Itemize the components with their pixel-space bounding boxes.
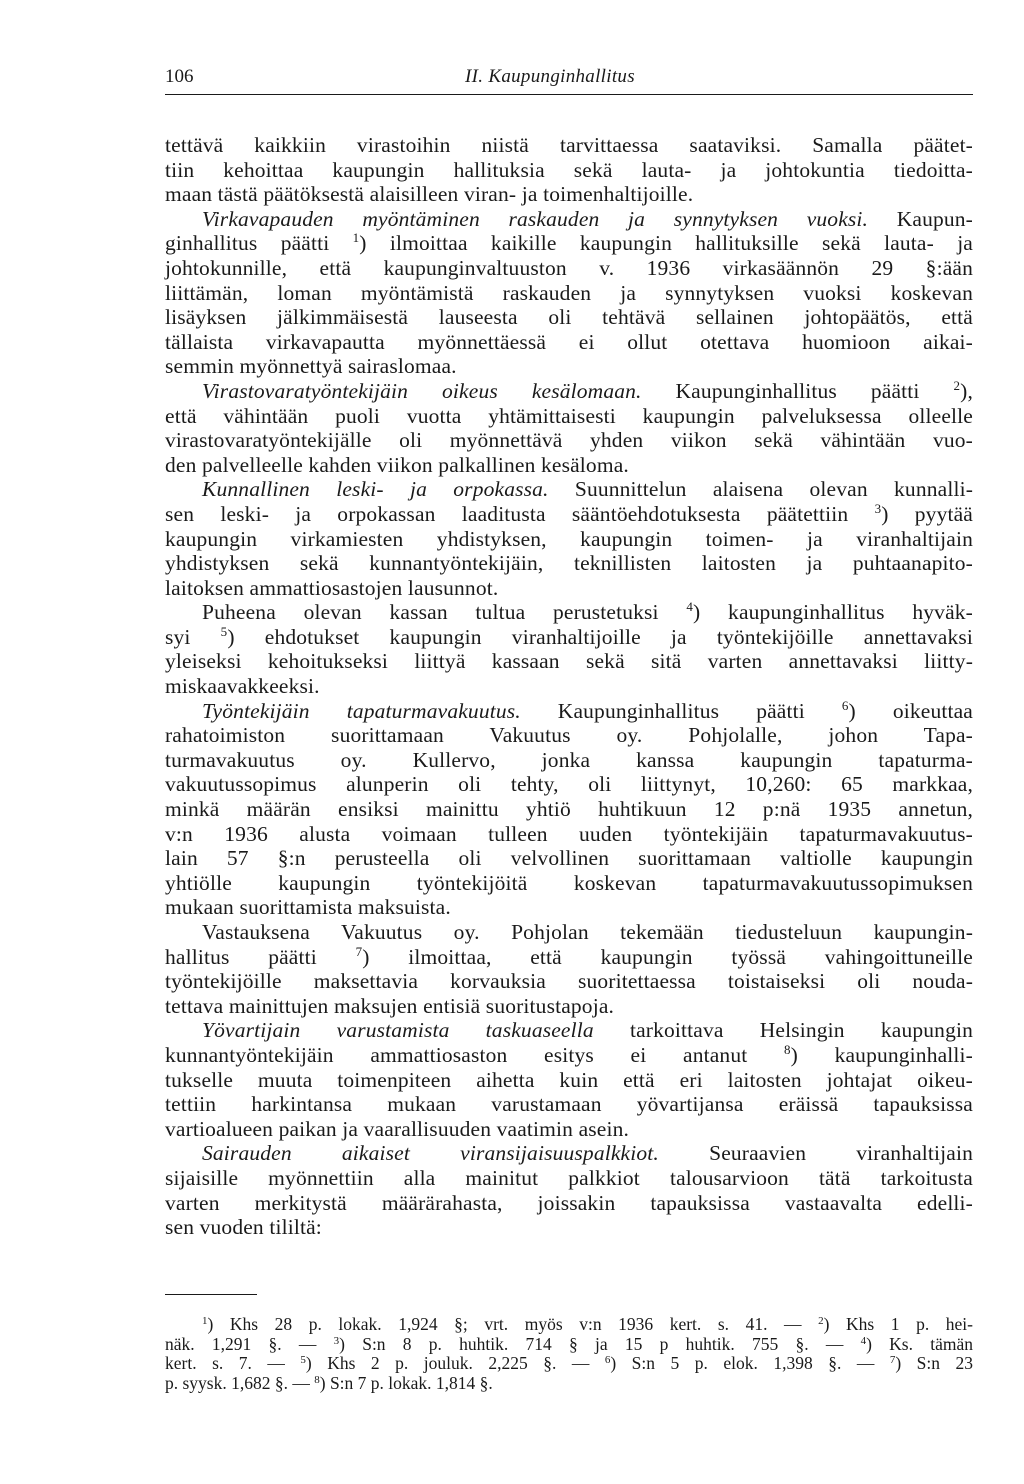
- text-run: kaupungin virkamiesten yhdistyksen, kaupungin toimen- ja viranhaltijain: [165, 526, 973, 551]
- text-run: rahatoimiston suorittamaan Vakuutus oy. Pohjolalle, johon Tapa-: [165, 723, 973, 748]
- footnote-line: [165, 1315, 973, 1335]
- text-line: [165, 969, 973, 994]
- text-line: [165, 920, 973, 945]
- footnote-marker: 6: [841, 697, 849, 713]
- text-line: [165, 428, 973, 453]
- text-run: johtokunnille, että kaupunginvaltuuston v. 1936 virkasäännön 29 §:ään: [165, 255, 973, 280]
- footnote-marker: 1: [352, 230, 360, 246]
- text-line: [165, 502, 973, 527]
- text-run: syi: [165, 624, 221, 649]
- text-line: [165, 723, 973, 748]
- section-heading: Yövartijain varustamista taskuaseella: [202, 1018, 594, 1043]
- text-line: [165, 354, 973, 379]
- text-line: [165, 379, 973, 404]
- text-run: sen leski- ja orpokassan laaditusta sääntöehdotuksesta päätettiin: [165, 501, 875, 526]
- text-run: Kaupun-: [868, 206, 973, 231]
- text-run: yhtiölle kaupungin työntekijöitä koskevan tapaturmavakuutussopimuksen: [165, 870, 973, 895]
- text-run: yhdistyksen sekä kunnantyöntekijäin, teknillisten laitosten ja puhtaanapito-: [165, 551, 973, 576]
- section-heading: Työntekijäin tapaturmavakuutus.: [202, 698, 521, 723]
- footnote-line: [165, 1374, 973, 1394]
- text-run: sijaisille myönnettiin alla mainitut palkkiot talousarvioon tätä tarkoitusta: [165, 1165, 973, 1190]
- text-run: ) oikeuttaa: [848, 698, 973, 723]
- text-run: turmavakuutus oy. Kullervo, jonka kanssa kaupungin tapaturma-: [165, 747, 973, 772]
- text-line: [165, 649, 973, 674]
- body-text: [165, 133, 973, 1240]
- text-run: ) kaupunginhallitus hyväk-: [693, 600, 973, 625]
- footnote-marker: 6: [604, 1354, 611, 1367]
- text-run: Kaupunginhallitus päätti: [641, 378, 954, 403]
- footnote-marker: 7: [889, 1354, 896, 1367]
- text-line: [165, 748, 973, 773]
- text-run: lisäyksen jälkimmäisestä lauseesta oli tehtävä sellainen johtopäätös, että: [165, 305, 973, 330]
- footnote-marker: 4: [686, 599, 694, 615]
- text-line: [165, 1068, 973, 1093]
- text-line: [165, 1215, 973, 1240]
- text-run: ),: [960, 378, 973, 403]
- text-run: työntekijöille maksettavia korvauksia suoritettaessa toistaiseksi oli nouda-: [165, 969, 973, 994]
- text-run: kunnantyöntekijäin ammattiosaston esitys ei antanut: [165, 1042, 784, 1067]
- text-line: [165, 207, 973, 232]
- text-line: [165, 625, 973, 650]
- text-run: ) kaupunginhalli-: [790, 1042, 973, 1067]
- text-run: ) Khs 28 p. lokak. 1,924 §; vrt. myös v:n 1936 kert. s. 41. —: [207, 1313, 819, 1334]
- footnote-marker: 2: [818, 1314, 824, 1327]
- text-run: laitoksen ammattiosastojen lausunnot.: [165, 575, 499, 600]
- text-run: semmin myönnettyä sairaslomaa.: [165, 354, 457, 379]
- text-line: [165, 1092, 973, 1117]
- text-run: hallitus päätti: [165, 944, 356, 969]
- text-line: [165, 674, 973, 699]
- text-line: [165, 895, 973, 920]
- text-line: [165, 453, 973, 478]
- text-run: p. syysk. 1,682 §. —: [165, 1373, 315, 1394]
- text-line: [165, 822, 973, 847]
- footnote-marker: 8: [783, 1041, 791, 1057]
- text-line: [165, 527, 973, 552]
- footnote-marker: 3: [874, 500, 882, 516]
- text-run: ) Khs 1 p. hei-: [823, 1313, 973, 1334]
- text-run: vartioalueen paikan ja vaarallisuuden vaatimin asein.: [165, 1116, 630, 1141]
- text-run: ) S:n 8 p. huhtik. 714 § ja 15 p huhtik. 755 §. —: [339, 1333, 861, 1354]
- text-run: sen vuoden tililtä:: [165, 1215, 322, 1240]
- footnote-marker: 4: [860, 1334, 867, 1347]
- text-run: maan tästä päätöksestä alaisilleen viran- ja toimenhaltijoille.: [165, 182, 694, 207]
- section-heading: Sairauden aikaiset viransijaisuuspalkkiot.: [202, 1141, 659, 1166]
- text-run: ) S:n 7 p. lokak. 1,814 §.: [319, 1373, 493, 1394]
- footnote-marker: 3: [333, 1334, 340, 1347]
- text-line: [165, 1043, 973, 1068]
- text-line: [165, 846, 973, 871]
- text-run: ) Ks. tämän: [866, 1333, 973, 1354]
- footnote-marker: 5: [300, 1354, 306, 1367]
- text-run: den palvelleelle kahden viikon palkallinen kesäloma.: [165, 452, 629, 477]
- text-run: yleiseksi kehoitukseksi liittyä kassaan sekä sitä varten annettavaksi liitty-: [165, 649, 973, 674]
- text-line: [165, 945, 973, 970]
- text-run: ) ehdotukset kaupungin viranhaltijoille ja työntekijöille annettavaksi: [227, 624, 973, 649]
- text-run: lain 57 §:n perusteella oli velvollinen suorittamaan valtiolle kaupungin: [165, 846, 973, 871]
- text-line: [165, 330, 973, 355]
- text-run: ) pyytää: [881, 501, 973, 526]
- text-run: ) ilmoittaa, että kaupungin työssä vahingoittuneille: [362, 944, 973, 969]
- footnote-marker: 7: [355, 943, 363, 959]
- page-number: 106: [165, 66, 194, 87]
- text-line: [165, 1018, 973, 1043]
- text-run: Suunnittelun alaisena olevan kunnalli-: [548, 477, 973, 502]
- text-run: näk. 1,291 §. —: [165, 1333, 334, 1354]
- text-run: tarkoittava Helsingin kaupungin: [593, 1018, 973, 1043]
- text-line: [165, 1117, 973, 1142]
- text-line: [165, 994, 973, 1019]
- text-run: liittämän, loman myöntämistä raskauden ja synnytyksen vuoksi koskevan: [165, 280, 973, 305]
- section-heading: Virkavapauden myöntäminen raskauden ja synnytyksen vuoksi.: [202, 206, 869, 231]
- text-line: [165, 871, 973, 896]
- text-run: v:n 1936 alusta voimaan tulleen uuden työntekijäin tapaturmavakuutus-: [165, 821, 973, 846]
- text-run: tällaista virkavapautta myönnettäessä ei ollut otettava huomioon aikai-: [165, 329, 973, 354]
- text-line: [165, 305, 973, 330]
- text-run: tettävä kaikkiin virastoihin niistä tarvittaessa saataviksi. Samalla päätet-: [165, 133, 973, 157]
- text-run: Kaupunginhallitus päätti: [520, 698, 842, 723]
- text-run: virastovaratyöntekijälle oli myönnettävä yhden viikon sekä vähintään vuo-: [165, 428, 973, 453]
- footnote-marker: 8: [314, 1374, 320, 1387]
- text-run: että vähintään puoli vuotta yhtämittaisesti kaupungin palveluksessa olleelle: [165, 403, 973, 428]
- text-run: ) Khs 2 p. jouluk. 2,225 §. —: [305, 1353, 605, 1374]
- text-line: [165, 281, 973, 306]
- text-line: [165, 477, 973, 502]
- footnote-line: [165, 1354, 973, 1374]
- footnote-marker: 5: [220, 623, 228, 639]
- text-line: [165, 772, 973, 797]
- text-line: [165, 576, 973, 601]
- footnote-line: [165, 1335, 973, 1355]
- text-line: [165, 404, 973, 429]
- page-header: [165, 66, 973, 95]
- text-line: [165, 182, 973, 207]
- page: [165, 66, 973, 1394]
- text-run: tukselle muuta toimenpiteen aihetta kuin että eri laitosten johtajat oikeu-: [165, 1067, 973, 1092]
- text-line: [165, 1166, 973, 1191]
- text-run: tiin kehoittaa kaupungin hallituksia sekä lauta- ja johtokuntia tiedoitta-: [165, 157, 973, 182]
- running-title: II. Kaupunginhallitus: [465, 66, 635, 87]
- text-run: mukaan suorittamista maksuista.: [165, 895, 451, 920]
- text-run: minkä määrän ensiksi mainittu yhtiö huhtikuun 12 p:nä 1935 annetun,: [165, 797, 973, 822]
- text-line: [165, 158, 973, 183]
- text-line: [165, 1191, 973, 1216]
- footnote-marker: 2: [953, 377, 961, 393]
- footnote-marker: 1: [202, 1314, 208, 1327]
- text-run: kert. s. 7. —: [165, 1353, 301, 1374]
- text-run: ) ilmoittaa kaikille kaupungin hallituksille sekä lauta- ja: [359, 231, 974, 256]
- text-line: [165, 600, 973, 625]
- text-run: vakuutussopimus alunperin oli tehty, oli liittynyt, 10,260: 65 markkaa,: [165, 772, 973, 797]
- text-line: [165, 699, 973, 724]
- text-run: ) S:n 23: [895, 1353, 973, 1374]
- text-line: [165, 256, 973, 281]
- text-line: [165, 551, 973, 576]
- text-line: [165, 133, 973, 158]
- text-run: ) S:n 5 p. elok. 1,398 §. —: [610, 1353, 890, 1374]
- text-run: Puheena olevan kassan tultua perustetuksi: [202, 600, 687, 625]
- text-run: varten merkitystä määrärahasta, joissakin tapauksissa vastaavalta edelli-: [165, 1190, 973, 1215]
- text-run: tettiin harkintansa mukaan varustamaan yövartijansa eräissä tapauksissa: [165, 1092, 973, 1117]
- text-line: [165, 1141, 973, 1166]
- section-heading: Kunnallinen leski- ja orpokassa.: [202, 477, 549, 502]
- text-run: tettava mainittujen maksujen entisiä suoritustapoja.: [165, 993, 615, 1018]
- text-run: Seuraavien viranhaltijain: [658, 1141, 974, 1166]
- text-line: [165, 231, 973, 256]
- text-run: miskaavakkeeksi.: [165, 674, 320, 699]
- footnotes: [165, 1315, 973, 1394]
- section-heading: Virastovaratyöntekijäin oikeus kesälomaan.: [202, 378, 642, 403]
- footnote-rule: [165, 1294, 257, 1295]
- text-line: [165, 797, 973, 822]
- text-run: ginhallitus päätti: [165, 231, 353, 256]
- text-run: Vastauksena Vakuutus oy. Pohjolan tekemään tiedusteluun kaupungin-: [202, 920, 973, 944]
